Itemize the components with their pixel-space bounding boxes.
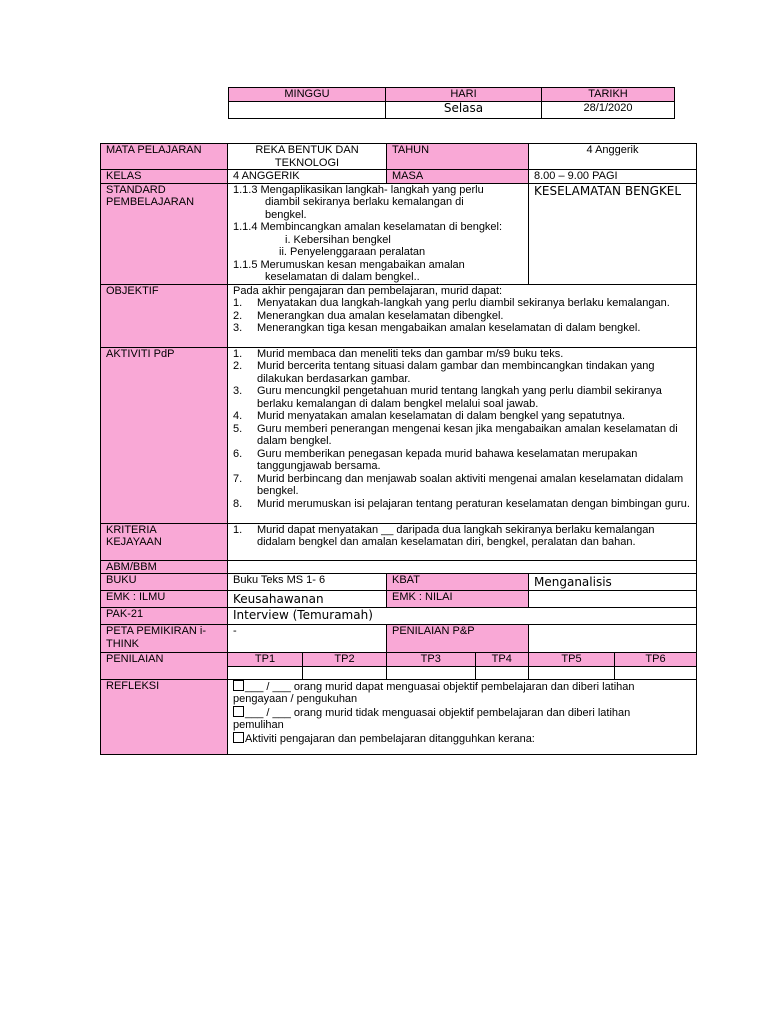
tp3-cell xyxy=(387,667,476,679)
subject-line-1: REKA BENTUK DAN xyxy=(255,144,359,156)
list-item: 3. Menerangkan tiga kesan mengabaikan amalan keselamatan di dalam bengkel. xyxy=(233,322,641,334)
activity-list xyxy=(233,348,691,511)
topic-value: KESELAMATAN BENGKEL xyxy=(529,183,697,284)
standard-line: i. Kebersihan bengkel xyxy=(285,233,391,246)
tp6-cell xyxy=(615,666,697,679)
emk-ilmu-value: Keusahawanan xyxy=(228,591,387,608)
standard-line: diambil sekiranya berlaku kemalangan di xyxy=(265,196,464,208)
tp5-cell xyxy=(529,666,615,679)
criteria-list xyxy=(233,524,691,549)
tp4-cell xyxy=(476,667,529,679)
criteria-label-line-2: KEJAYAAN xyxy=(106,536,162,548)
list-item: 1. Menyatakan dua langkah-langkah yang perlu diambil sekiranya berlaku kemalangan. xyxy=(233,297,670,309)
assessment-pp-value xyxy=(529,625,697,653)
list-item: 1. Murid dapat menyatakan __ daripada dua langkah sekiranya berlaku kemalangan didalam bengkel dan amalan keselamatan diri, bengkel, peralatan dan bahan. xyxy=(233,523,655,548)
objective-label: OBJEKTIF xyxy=(101,284,228,347)
pak21-label: PAK-21 xyxy=(101,608,228,625)
tp3-tp4-header xyxy=(387,653,529,667)
class-label: KELAS xyxy=(101,170,228,184)
standard-line: 1.1.5 Merumuskan kesan mengabaikan amalan xyxy=(233,258,465,271)
day-header: HARI xyxy=(386,88,542,102)
criteria-label xyxy=(101,523,228,560)
list-item: 7. Murid berbincang dan menjawab soalan aktiviti mengenai amalan keselamatan didalam bengkel. xyxy=(233,472,684,497)
reflection-line-1: ___ / ___ orang murid dapat menguasai objektif pembelajaran dan diberi latihan xyxy=(233,680,691,694)
list-item: 3. Guru mencungkil pengetahuan murid tentang langkah yang perlu diambil sekiranya berlaku kemalangan di dalam bengkel melalui soal jawab. xyxy=(233,385,662,410)
date-header: TARIKH xyxy=(542,88,675,102)
subject-line-2: TEKNOLOGI xyxy=(274,156,340,169)
list-item: 1. Murid membaca dan meneliti teks dan gambar m/s9 buku teks. xyxy=(233,347,564,360)
class-value: 4 ANGGERIK xyxy=(228,170,387,184)
reflection-line-3: Aktiviti pengajaran dan pembelajaran ditangguhkan kerana: xyxy=(233,732,691,746)
assessment-pp-label: PENILAIAN P&P xyxy=(387,625,529,653)
assessment-label: PENILAIAN xyxy=(101,653,228,680)
tp2-cell xyxy=(303,666,387,679)
book-label: BUKU xyxy=(101,574,228,591)
emk-nilai-label: EMK : NILAI xyxy=(387,591,529,608)
activity-content xyxy=(228,347,697,523)
day-value: Selasa xyxy=(386,101,542,118)
thinking-map-label xyxy=(101,625,228,653)
reflection-label: REFLEKSI xyxy=(101,679,228,754)
standard-line: ii. Penyelenggaraan peralatan xyxy=(279,246,426,258)
thinking-map-value: - xyxy=(228,625,387,653)
checkbox-icon[interactable] xyxy=(233,680,244,691)
standard-content xyxy=(228,183,529,284)
objective-content xyxy=(228,284,697,347)
emk-nilai-value xyxy=(529,591,697,608)
standard-line: keselamatan di dalam bengkel.. xyxy=(265,271,420,283)
reflection-content xyxy=(228,679,697,754)
standard-label-line-1: STANDARD xyxy=(106,183,166,196)
kbat-label: KBAT xyxy=(387,574,529,591)
tp1-cell xyxy=(228,666,303,679)
tp6-header: TP6 xyxy=(615,653,697,667)
list-item: 6. Guru memberikan penegasan kepada murid bahawa keselamatan merupakan tanggungjawab bersama. xyxy=(233,447,638,472)
time-label: MASA xyxy=(387,170,529,184)
list-item: 5. Guru memberi penerangan mengenai kesan jika mengabaikan amalan keselamatan di dalam bengkel. xyxy=(233,422,678,447)
time-value: 8.00 – 9.00 PAGI xyxy=(529,170,697,184)
tp1-header: TP1 xyxy=(228,653,303,667)
week-table xyxy=(228,87,675,119)
reflection-line-2b: pemulihan xyxy=(233,719,284,731)
thinking-map-label-line-1: PETA PEMIKIRAN i- xyxy=(106,625,207,637)
objective-list xyxy=(233,297,691,335)
abm-label: ABM/BBM xyxy=(101,560,228,574)
year-value: 4 Anggerik xyxy=(529,144,697,170)
list-item: 4. Murid menyatakan amalan keselamatan di dalam bengkel yang sepatutnya. xyxy=(233,410,626,422)
pak21-value: Interview (Temuramah) xyxy=(228,608,697,625)
year-label: TAHUN xyxy=(387,144,529,170)
standard-line: 1.1.3 Mengaplikasikan langkah- langkah yang perlu xyxy=(233,183,484,196)
objective-intro: Pada akhir pengajaran dan pembelajaran, murid dapat: xyxy=(233,284,503,297)
reflection-line-1b: pengayaan / pengukuhan xyxy=(233,693,358,705)
lesson-plan-table xyxy=(100,143,697,755)
tp3-tp4-cell xyxy=(387,666,529,679)
checkbox-icon[interactable] xyxy=(233,732,244,743)
standard-line: bengkel. xyxy=(265,208,307,221)
reflection-line-2: ___ / ___ orang murid tidak menguasai objektif pembelajaran dan diberi latihan xyxy=(233,706,691,720)
week-value xyxy=(229,101,386,118)
tp5-header: TP5 xyxy=(529,653,615,667)
emk-ilmu-label: EMK : ILMU xyxy=(101,591,228,608)
tp2-header: TP2 xyxy=(303,653,387,667)
standard-label xyxy=(101,183,228,284)
standard-label-line-2: PEMBELAJARAN xyxy=(106,196,195,208)
activity-label: AKTIVITI PdP xyxy=(101,347,228,523)
list-item: 2. Menerangkan dua amalan keselamatan dibengkel. xyxy=(233,309,504,322)
thinking-map-label-line-2: THINK xyxy=(106,637,139,650)
standard-line: 1.1.4 Membincangkan amalan keselamatan di bengkel: xyxy=(233,221,503,233)
tp3-header: TP3 xyxy=(387,653,476,666)
list-item: 2. Murid bercerita tentang situasi dalam gambar dan membincangkan tindakan yang dilakukan berdasarkan gambar. xyxy=(233,360,655,385)
kbat-value: Menganalisis xyxy=(529,574,697,591)
date-value: 28/1/2020 xyxy=(542,101,675,118)
list-item: 8. Murid merumuskan isi pelajaran tentang peraturan keselamatan dengan bimbingan guru. xyxy=(233,497,690,510)
book-value: Buku Teks MS 1- 6 xyxy=(228,574,387,591)
criteria-content xyxy=(228,523,697,560)
subject-label: MATA PELAJARAN xyxy=(101,144,228,170)
subject-value xyxy=(228,144,387,170)
criteria-label-line-1: KRITERIA xyxy=(106,523,157,536)
checkbox-icon[interactable] xyxy=(233,706,244,717)
tp4-header: TP4 xyxy=(491,653,512,665)
abm-value xyxy=(228,560,697,574)
week-header: MINGGU xyxy=(229,88,386,102)
